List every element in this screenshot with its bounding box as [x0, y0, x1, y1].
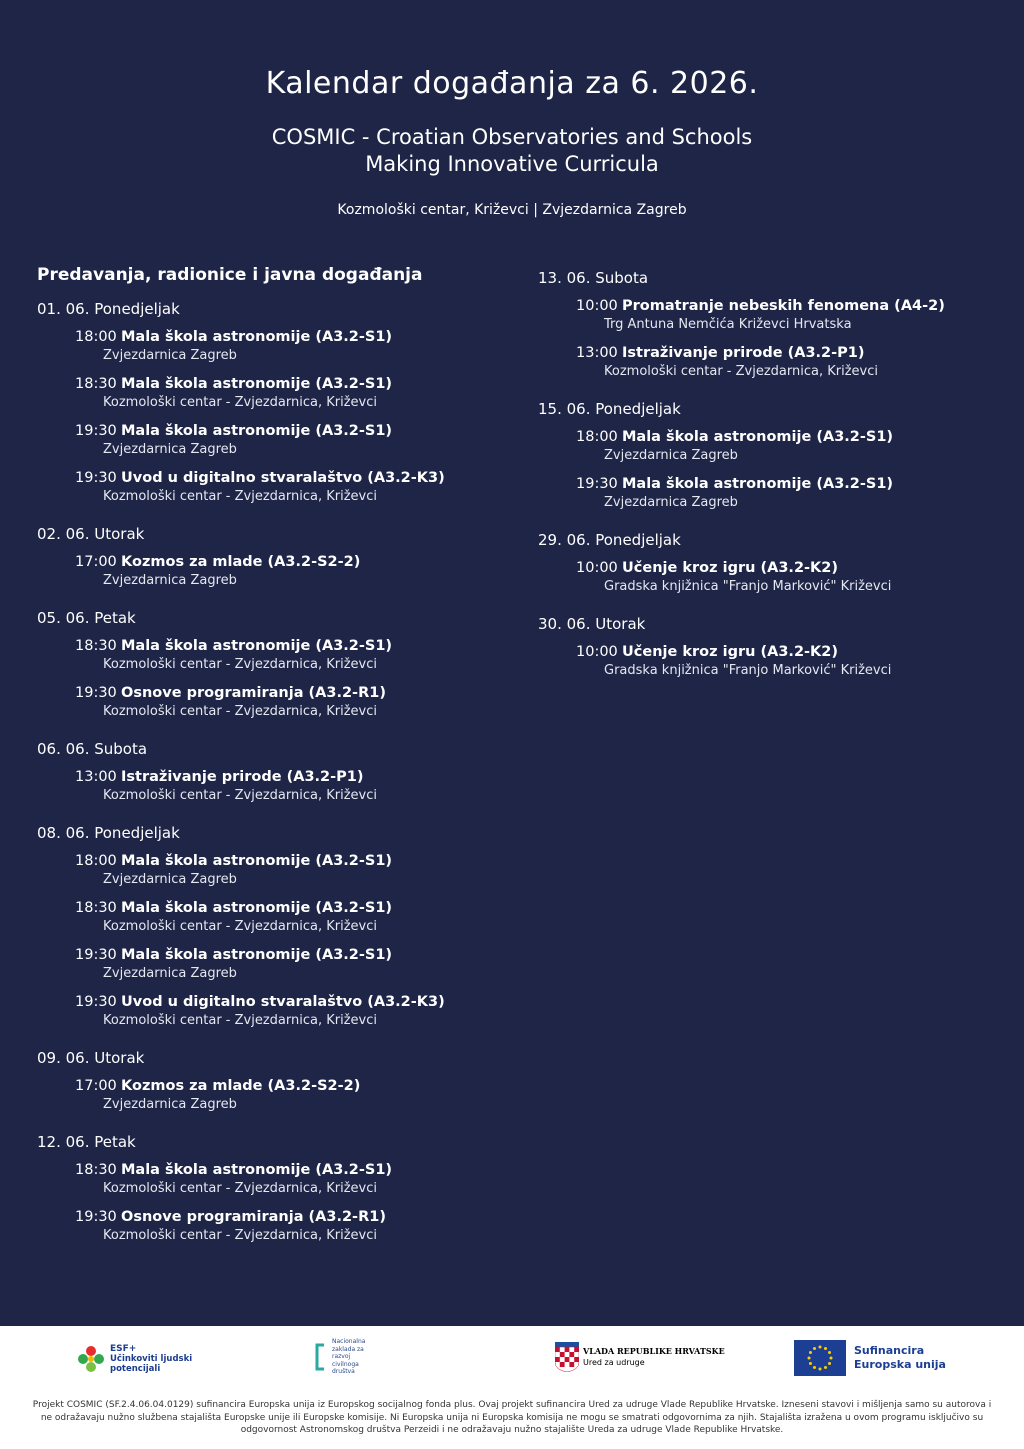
- day-group: [538, 613, 998, 679]
- eu-star: [808, 1357, 811, 1360]
- day-label: 12. 06. Petak: [37, 1133, 136, 1151]
- event-venue: Gradska knjižnica "Franjo Marković" Križevci: [604, 579, 892, 594]
- event-time: 19:30: [75, 1209, 117, 1225]
- event-item: [576, 297, 998, 333]
- event-venue: Kozmološki centar - Zvjezdarnica, Križevci: [103, 788, 377, 803]
- event-title: Uvod u digitalno stvaralaštvo (A3.2-K3): [121, 470, 445, 486]
- event-heading: [75, 637, 507, 656]
- esf-flower-icon: [76, 1342, 106, 1376]
- eu-star: [813, 1347, 816, 1350]
- funding-disclaimer: Projekt COSMIC (SF.2.4.06.04.0129) sufinancira Europska unija iz Europskog socijalnog fonda plus. Ovaj projekt sufinancira Ured za udruge Vlade Republike Hrvatske. Izneseni stavovi i mišljenja samo su autorova i ne odražavaju nužno službena stajališta Europske unije ili Europske komisije. Ni Europska unija ni Europska komisija ne mogu se smatrati odgovornima za njih. Stajališta izražena u ovom programu isključivo su odgovornost Astronomskog društva Perzeidi i ne odražavaju nužno stajalište Ureda za udruge Vlade Republike Hrvatske.: [32, 1400, 992, 1435]
- day-label: 06. 06. Subota: [37, 740, 148, 758]
- day-label: 15. 06. Ponedjeljak: [538, 400, 681, 418]
- event-heading: [75, 375, 507, 394]
- event-item: [75, 1161, 507, 1197]
- eu-star: [809, 1351, 812, 1354]
- event-title: Mala škola astronomije (A3.2-S1): [121, 947, 393, 963]
- event-item: [75, 328, 507, 364]
- event-item: [75, 768, 507, 804]
- day-group: [37, 1047, 507, 1113]
- event-item: [75, 469, 507, 505]
- event-time: 19:30: [75, 423, 117, 439]
- event-time: 10:00: [576, 644, 618, 660]
- esf-logo: [76, 1342, 192, 1376]
- nz-line-5: društva: [332, 1368, 355, 1375]
- day-label: 05. 06. Petak: [37, 609, 136, 627]
- event-heading: [75, 328, 507, 347]
- esf-line-2: potencijali: [110, 1364, 161, 1374]
- event-time: 18:30: [75, 1162, 117, 1178]
- event-title: Osnove programiranja (A3.2-R1): [121, 685, 386, 701]
- event-title: Mala škola astronomije (A3.2-S1): [121, 423, 393, 439]
- event-venue: Trg Antuna Nemčića Križevci Hrvatska: [604, 317, 852, 332]
- event-title: Mala škola astronomije (A3.2-S1): [121, 1162, 393, 1178]
- eu-logo: [794, 1340, 946, 1376]
- day-group: [37, 298, 507, 505]
- eu-flag-icon: [794, 1340, 846, 1376]
- event-time: 13:00: [576, 345, 618, 361]
- event-item: [576, 428, 998, 464]
- event-title: Mala škola astronomije (A3.2-S1): [622, 476, 894, 492]
- event-time: 19:30: [75, 470, 117, 486]
- event-venue: Zvjezdarnica Zagreb: [103, 348, 237, 363]
- event-item: [75, 899, 507, 935]
- event-heading: [576, 643, 998, 662]
- event-title: Kozmos za mlade (A3.2-S2-2): [121, 1078, 361, 1094]
- event-venue: Zvjezdarnica Zagreb: [604, 448, 738, 463]
- event-venue: Zvjezdarnica Zagreb: [103, 442, 237, 457]
- nzrcd-logo: [314, 1338, 365, 1376]
- event-item: [576, 475, 998, 511]
- eu-star: [813, 1366, 816, 1369]
- event-item: [75, 993, 507, 1029]
- day-group: [538, 529, 998, 595]
- vlada-logo: [555, 1342, 725, 1372]
- event-heading: [75, 1208, 507, 1227]
- event-time: 18:00: [75, 853, 117, 869]
- event-time: 18:30: [75, 376, 117, 392]
- event-heading: [75, 553, 507, 572]
- event-heading: [75, 1077, 507, 1096]
- event-item: [75, 946, 507, 982]
- right-column: [538, 267, 998, 697]
- event-time: 18:30: [75, 900, 117, 916]
- event-item: [75, 553, 507, 589]
- event-heading: [576, 297, 998, 316]
- eu-text: [854, 1344, 946, 1372]
- day-label: 01. 06. Ponedjeljak: [37, 300, 180, 318]
- event-venue: Zvjezdarnica Zagreb: [103, 966, 237, 981]
- event-venue: Gradska knjižnica "Franjo Marković" Križevci: [604, 663, 892, 678]
- event-venue: Kozmološki centar - Zvjezdarnica, Križevci: [103, 1181, 377, 1196]
- event-time: 19:30: [576, 476, 618, 492]
- locations-line: Kozmološki centar, Križevci | Zvjezdarnica Zagreb: [337, 202, 687, 218]
- esf-brand: ESF+: [110, 1344, 137, 1354]
- event-heading: [75, 852, 507, 871]
- eu-star: [830, 1357, 833, 1360]
- day-group: [37, 738, 507, 804]
- event-heading: [75, 993, 507, 1012]
- vlada-line-2: Ured za udruge: [583, 1358, 645, 1367]
- event-title: Mala škola astronomije (A3.2-S1): [121, 900, 393, 916]
- event-title: Učenje kroz igru (A3.2-K2): [622, 560, 838, 576]
- event-title: Mala škola astronomije (A3.2-S1): [121, 376, 393, 392]
- event-title: Promatranje nebeskih fenomena (A4-2): [622, 298, 945, 314]
- event-time: 17:00: [75, 554, 117, 570]
- event-venue: Kozmološki centar - Zvjezdarnica, Križevci: [103, 1013, 377, 1028]
- event-time: 18:00: [576, 429, 618, 445]
- day-group: [538, 398, 998, 511]
- event-heading: [75, 684, 507, 703]
- event-item: [75, 1077, 507, 1113]
- nzrcd-text: [332, 1338, 365, 1376]
- vlada-line-1: VLADA REPUBLIKE HRVATSKE: [583, 1346, 725, 1356]
- event-venue: Kozmološki centar - Zvjezdarnica, Križevci: [103, 657, 377, 672]
- event-heading: [75, 422, 507, 441]
- event-time: 17:00: [75, 1078, 117, 1094]
- event-item: [576, 643, 998, 679]
- event-time: 18:00: [75, 329, 117, 345]
- event-venue: Zvjezdarnica Zagreb: [103, 573, 237, 588]
- event-venue: Zvjezdarnica Zagreb: [604, 495, 738, 510]
- eu-line-1: Sufinancira: [854, 1344, 925, 1357]
- project-subtitle: [0, 124, 1024, 178]
- day-group: [538, 267, 998, 380]
- event-time: 10:00: [576, 298, 618, 314]
- day-label: 29. 06. Ponedjeljak: [538, 531, 681, 549]
- event-venue: Kozmološki centar - Zvjezdarnica, Križevci: [103, 489, 377, 504]
- event-title: Mala škola astronomije (A3.2-S1): [121, 638, 393, 654]
- day-group: [37, 607, 507, 720]
- event-title: Mala škola astronomije (A3.2-S1): [121, 329, 393, 345]
- event-heading: [576, 475, 998, 494]
- event-heading: [75, 899, 507, 918]
- event-item: [75, 375, 507, 411]
- event-title: Istraživanje prirode (A3.2-P1): [121, 769, 364, 785]
- day-group: [37, 1131, 507, 1244]
- event-heading: [75, 469, 507, 488]
- event-title: Uvod u digitalno stvaralaštvo (A3.2-K3): [121, 994, 445, 1010]
- event-time: 10:00: [576, 560, 618, 576]
- event-item: [576, 559, 998, 595]
- eu-star: [809, 1362, 812, 1365]
- event-venue: Kozmološki centar - Zvjezdarnica, Križevci: [103, 919, 377, 934]
- event-title: Kozmos za mlade (A3.2-S2-2): [121, 554, 361, 570]
- event-item: [75, 422, 507, 458]
- left-column: [37, 298, 507, 1262]
- esf-line-1: Učinkoviti ljudski: [110, 1354, 193, 1364]
- event-item: [75, 852, 507, 888]
- day-label: 02. 06. Utorak: [37, 525, 145, 543]
- nz-line-2: zaklada za: [332, 1345, 364, 1353]
- croatian-coat-of-arms-icon: [555, 1342, 579, 1372]
- event-title: Mala škola astronomije (A3.2-S1): [622, 429, 894, 445]
- event-item: [75, 1208, 507, 1244]
- event-venue: Zvjezdarnica Zagreb: [103, 872, 237, 887]
- event-heading: [75, 946, 507, 965]
- event-heading: [576, 428, 998, 447]
- event-time: 19:30: [75, 947, 117, 963]
- nz-line-3: razvoj: [332, 1353, 351, 1360]
- day-label: 30. 06. Utorak: [538, 615, 646, 633]
- event-heading: [576, 344, 998, 363]
- event-time: 13:00: [75, 769, 117, 785]
- day-label: 09. 06. Utorak: [37, 1049, 145, 1067]
- event-venue: Kozmološki centar - Zvjezdarnica, Križevci: [103, 395, 377, 410]
- subtitle-line-1: COSMIC - Croatian Observatories and Schools: [271, 125, 753, 149]
- eu-star: [828, 1351, 831, 1354]
- day-label: 08. 06. Ponedjeljak: [37, 824, 180, 842]
- event-item: [75, 637, 507, 673]
- day-group: [37, 822, 507, 1029]
- event-heading: [75, 1161, 507, 1180]
- event-heading: [576, 559, 998, 578]
- event-venue: Kozmološki centar - Zvjezdarnica, Križevci: [103, 704, 377, 719]
- day-group: [37, 523, 507, 589]
- event-venue: Kozmološki centar - Zvjezdarnica, Križevci: [103, 1228, 377, 1243]
- section-heading: Predavanja, radionice i javna događanja: [37, 265, 423, 285]
- day-label: 13. 06. Subota: [538, 269, 649, 287]
- event-time: 19:30: [75, 685, 117, 701]
- event-item: [576, 344, 998, 380]
- page-title: Kalendar događanja za 6. 2026.: [265, 66, 759, 101]
- subtitle-line-2: Making Innovative Curricula: [365, 152, 659, 176]
- event-title: Učenje kroz igru (A3.2-K2): [622, 644, 838, 660]
- event-heading: [75, 768, 507, 787]
- event-venue: Kozmološki centar - Zvjezdarnica, Križevci: [604, 364, 878, 379]
- eu-star: [824, 1347, 827, 1350]
- nz-line-1: Nacionalna: [332, 1338, 366, 1345]
- eu-star: [824, 1366, 827, 1369]
- event-title: Mala škola astronomije (A3.2-S1): [121, 853, 393, 869]
- bracket-icon: [314, 1343, 328, 1371]
- eu-star: [828, 1362, 831, 1365]
- event-item: [75, 684, 507, 720]
- event-time: 18:30: [75, 638, 117, 654]
- eu-star: [819, 1346, 822, 1349]
- nz-line-4: civilnoga: [332, 1360, 359, 1368]
- esf-text: [110, 1344, 192, 1374]
- eu-star: [819, 1368, 822, 1371]
- eu-line-2: Europska unija: [854, 1358, 946, 1371]
- vlada-text: [583, 1346, 725, 1368]
- event-time: 19:30: [75, 994, 117, 1010]
- event-title: Osnove programiranja (A3.2-R1): [121, 1209, 386, 1225]
- event-title: Istraživanje prirode (A3.2-P1): [622, 345, 865, 361]
- event-venue: Zvjezdarnica Zagreb: [103, 1097, 237, 1112]
